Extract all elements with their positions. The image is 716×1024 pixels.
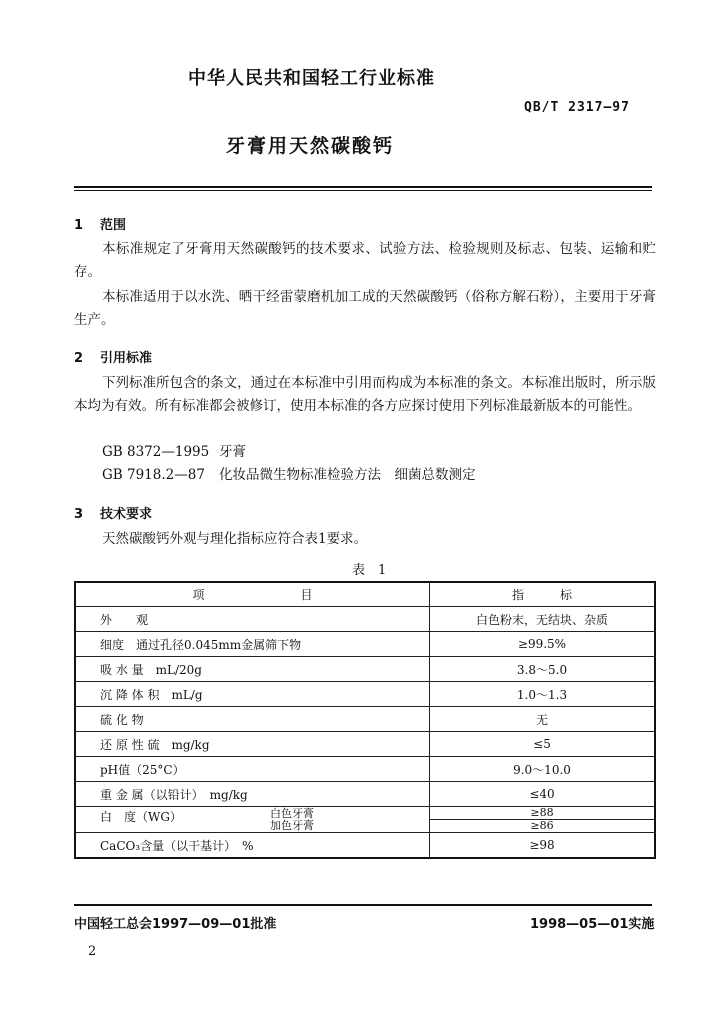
table-row — [75, 607, 655, 632]
table-row — [75, 833, 655, 859]
row-item: CaCO₃含量（以干基计） % — [75, 833, 430, 859]
section-3-heading — [74, 503, 152, 522]
row-value: 白色粉末，无结块、杂质 — [430, 607, 656, 632]
reference-code: GB 8372—1995 — [102, 444, 210, 460]
whiteness-sub-colored: 加色牙膏 — [270, 818, 314, 832]
row-item: 吸 水 量 mL/20g — [75, 657, 430, 682]
reference-item — [102, 440, 246, 460]
row-value: 9.0～10.0 — [430, 757, 656, 782]
issuing-body-title: 中华人民共和国轻工行业标准 — [188, 68, 435, 89]
document-title: 牙膏用天然碳酸钙 — [226, 135, 395, 157]
section-title: 范围 — [100, 218, 127, 233]
reference-title: 化妆品微生物标准检验方法 细菌总数测定 — [219, 467, 476, 483]
row-value: 无 — [430, 707, 656, 732]
table-row-whiteness — [75, 807, 655, 833]
row-item: pH值（25°C） — [75, 757, 430, 782]
row-value: 1.0～1.3 — [430, 682, 656, 707]
row-item: 还 原 性 硫 mg/kg — [75, 732, 430, 757]
section-1-paragraph-2: 本标准适用于以水洗、晒干经雷蒙磨机加工成的天然碳酸钙（俗称方解石粉），主要用于牙膏生产。 — [74, 289, 656, 328]
section-3-paragraph-1: 天然碳酸钙外观与理化指标应符合表1要求。 — [102, 531, 368, 547]
table-row — [75, 632, 655, 657]
standard-number: QB/T 2317—97 — [524, 100, 630, 115]
table-row — [75, 757, 655, 782]
row-value: ≤5 — [430, 732, 656, 757]
header-rule-thin — [74, 190, 652, 191]
row-item: 硫 化 物 — [75, 707, 430, 732]
table-row — [75, 707, 655, 732]
table-header-value: 指 标 — [430, 582, 656, 607]
whiteness-label: 白 度（WG） — [100, 809, 182, 824]
reference-code: GB 7918.2—87 — [102, 467, 205, 483]
footer-rule — [74, 904, 652, 906]
row-value: ≥98 — [430, 833, 656, 859]
row-item: 细度 通过孔径0.045mm金属筛下物 — [75, 632, 430, 657]
section-title: 技术要求 — [100, 507, 153, 522]
row-item: 沉 降 体 积 mL/g — [75, 682, 430, 707]
section-title: 引用标准 — [100, 351, 153, 366]
row-value: 3.8～5.0 — [430, 657, 656, 682]
section-1-heading — [74, 214, 126, 233]
reference-item — [102, 463, 476, 483]
row-value: ≥99.5% — [430, 632, 656, 657]
approval-line: 中国轻工总会1997—09—01批准 — [74, 917, 277, 932]
section-number: 3 — [74, 507, 84, 522]
reference-title: 牙膏 — [219, 444, 246, 460]
table-row — [75, 657, 655, 682]
page-number: 2 — [88, 944, 97, 959]
requirements-table — [74, 581, 656, 859]
table-header-row — [75, 582, 655, 607]
whiteness-value-colored: ≥86 — [530, 819, 554, 832]
section-1-paragraph-1: 本标准规定了牙膏用天然碳酸钙的技术要求、试验方法、检验规则及标志、包装、运输和贮存。 — [74, 241, 656, 280]
section-2-paragraph-1: 下列标准所包含的条文，通过在本标准中引用而构成为本标准的条文。本标准出版时，所示版本均为有效。所有标准都会被修订，使用本标准的各方应探讨使用下列标准最新版本的可能性。 — [74, 375, 656, 414]
section-2-heading — [74, 347, 152, 366]
row-value: ≤40 — [430, 782, 656, 807]
row-value — [430, 807, 656, 833]
table-row — [75, 732, 655, 757]
section-number: 1 — [74, 218, 84, 233]
table-row — [75, 782, 655, 807]
row-item: 重 金 属（以铅计） mg/kg — [75, 782, 430, 807]
table-header-item: 项 目 — [75, 582, 430, 607]
section-number: 2 — [74, 351, 84, 366]
whiteness-sub-white: 白色牙膏 — [270, 806, 314, 820]
effective-date: 1998—05—01实施 — [530, 917, 655, 932]
header-rule-thick — [74, 186, 652, 188]
whiteness-value-white: ≥88 — [430, 807, 654, 820]
row-item: 外 观 — [75, 607, 430, 632]
row-item — [75, 807, 430, 833]
table-row — [75, 682, 655, 707]
table-caption: 表 1 — [352, 563, 387, 578]
